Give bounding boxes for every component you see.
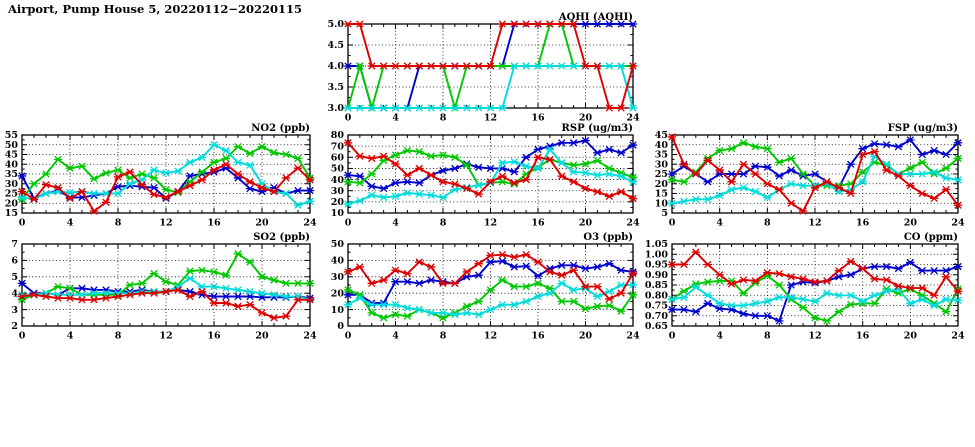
series-line [672,140,958,188]
y-tick-label: 60 [330,152,344,164]
chart-title: CO (ppm) [903,232,958,243]
y-tick-label: 10 [330,304,344,316]
y-tick-label: 3.0 [327,103,344,115]
y-tick-label: 45 [4,149,18,161]
page-title: Airport, Pump House 5, 20220112−20220115 [8,2,303,16]
x-tick-label: 16 [207,217,221,229]
x-tick-label: 0 [668,330,676,342]
x-tick-label: 0 [18,217,26,229]
chart-title: SO2 (ppb) [253,232,310,243]
x-tick-label: 16 [531,217,545,229]
x-tick-label: 0 [344,330,352,342]
grid [672,244,958,326]
x-tick-label: 8 [764,330,771,342]
chart-title: RSP (ug/m3) [561,123,633,134]
x-tick-label: 24 [951,330,965,342]
y-tick-label: 20 [330,197,344,209]
x-tick-label: 12 [483,112,498,124]
x-tick-label: 12 [483,217,498,229]
x-tick-label: 0 [18,330,26,342]
y-tick-label: 3.5 [327,82,344,94]
chart-title: FSP (ug/m3) [887,123,958,134]
y-tick-label: 50 [4,139,18,151]
y-tick-label: 0.80 [644,290,668,302]
chart-co [645,232,965,342]
x-tick-label: 16 [856,217,870,229]
x-tick-label: 12 [159,330,173,342]
x-tick-label: 0 [668,217,676,229]
y-tick-label: 4.0 [327,61,344,73]
y-tick-label: 40 [330,174,344,186]
y-tick-label: 0.75 [644,300,668,312]
y-tick-label: 0.85 [644,280,668,292]
y-tick-label: 5.0 [327,19,344,31]
x-tick-label: 24 [303,217,317,229]
x-tick-label: 12 [483,330,498,342]
grid [22,244,310,326]
x-tick-label: 12 [159,217,173,229]
chart-title: O3 (ppb) [583,232,633,243]
y-tick-label: 1.05 [644,239,668,251]
x-tick-label: 16 [531,330,545,342]
x-tick-label: 8 [764,217,771,229]
y-tick-label: 45 [654,130,668,142]
y-tick-label: 30 [330,272,344,283]
x-tick-label: 20 [255,217,269,229]
y-tick-label: 15 [654,188,668,200]
x-tick-label: 8 [439,330,447,342]
x-tick-label: 24 [303,330,317,342]
x-tick-label: 20 [903,217,917,229]
chart-o3 [331,232,640,342]
y-tick-label: 80 [330,130,344,142]
y-tick-label: 15 [4,208,18,220]
y-tick-label: 7 [11,239,18,251]
y-tick-label: 0.70 [644,310,668,322]
y-tick-label: 40 [654,139,668,151]
x-tick-label: 4 [66,330,74,342]
y-tick-label: 3 [11,304,18,316]
y-tick-label: 20 [654,178,668,190]
x-tick-label: 4 [716,330,723,342]
series-line [22,145,310,205]
y-tick-label: 10 [330,208,344,220]
chart-title: NO2 (ppb) [251,123,310,134]
y-tick-label: 25 [654,169,668,181]
x-tick-label: 4 [392,217,399,229]
x-tick-label: 0 [344,217,352,229]
y-tick-label: 20 [4,198,18,210]
x-tick-label: 16 [531,112,545,124]
y-tick-label: 0.90 [644,269,668,281]
x-tick-label: 20 [255,330,269,342]
y-tick-label: 35 [654,149,668,161]
x-tick-label: 12 [808,217,822,229]
y-tick-label: 1.00 [644,249,668,261]
x-tick-label: 12 [808,330,822,342]
y-tick-label: 0 [337,321,344,333]
y-tick-label: 10 [654,198,668,210]
chart-title: AQHI (AQHI) [558,12,633,23]
y-tick-label: 30 [654,159,668,171]
y-tick-label: 50 [330,239,344,251]
x-tick-label: 24 [951,217,965,229]
x-tick-label: 8 [114,217,122,229]
x-tick-label: 4 [66,217,74,229]
x-tick-label: 20 [903,330,917,342]
x-tick-label: 16 [856,330,870,342]
y-tick-label: 70 [330,141,344,153]
y-tick-label: 50 [330,163,344,175]
y-tick-label: 25 [4,188,18,200]
y-tick-label: 40 [4,159,18,171]
y-tick-label: 6 [11,255,18,267]
y-tick-label: 30 [4,178,18,190]
x-tick-label: 20 [578,217,593,229]
y-tick-label: 4.5 [327,40,344,52]
x-tick-label: 24 [626,330,640,342]
chart-rsp [331,123,640,229]
x-tick-label: 8 [439,112,447,124]
y-tick-label: 35 [4,169,18,181]
x-tick-label: 8 [439,217,447,229]
y-tick-label: 4 [11,288,18,300]
y-tick-label: 0.65 [644,321,668,333]
grid [22,135,310,213]
x-tick-label: 24 [626,217,640,229]
y-tick-label: 5 [11,272,18,283]
y-tick-label: 30 [330,185,344,197]
x-tick-label: 16 [207,330,221,342]
x-tick-label: 4 [716,217,723,229]
x-tick-label: 24 [626,112,640,124]
chart-no2 [5,123,317,229]
y-tick-label: 2 [11,321,18,333]
y-tick-label: 0.95 [644,259,668,271]
series-markers [668,249,962,298]
chart-fsp [655,123,965,229]
y-tick-label: 55 [4,130,18,142]
y-tick-label: 20 [330,288,344,300]
chart-aqhi [327,12,640,124]
x-tick-label: 0 [344,112,352,124]
x-tick-label: 20 [578,112,593,124]
x-tick-label: 20 [578,330,593,342]
y-tick-label: 40 [330,255,344,267]
series-red [668,249,962,298]
y-tick-label: 5 [661,208,668,220]
x-tick-label: 8 [114,330,122,342]
x-tick-label: 4 [392,330,399,342]
x-tick-label: 4 [392,112,399,124]
chart-so2 [11,232,317,342]
